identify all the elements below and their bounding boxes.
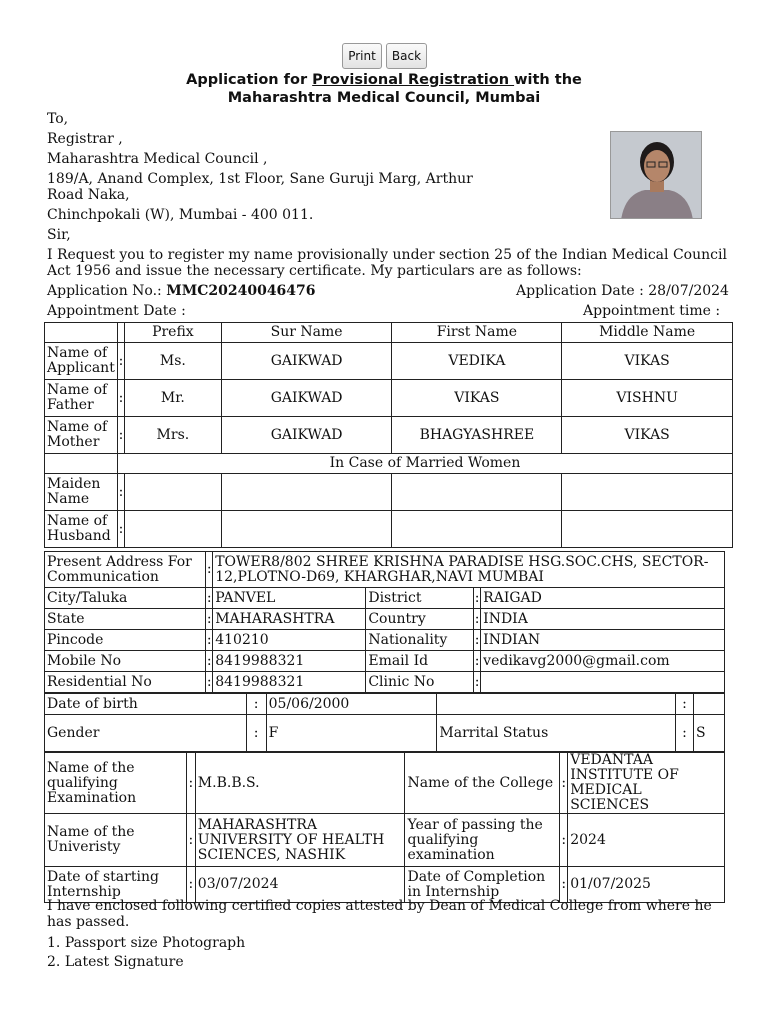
enclosed-text: I have enclosed following certified copies attested by Dean of Medical College from where he has passed. [47,898,712,930]
college-value: VEDANTAA INSTITUTE OF MEDICAL SCIENCES [568,753,725,814]
present-address-row [45,552,725,588]
year-passing-label: Year of passing the qualifying examination [405,814,560,867]
title-underlined: Provisional Registration [312,72,515,88]
label-line: Name of [47,345,108,361]
applicant-photo [610,131,702,219]
colon: : [206,588,213,609]
city-value: PANVEL [213,588,366,609]
names-table [44,322,733,548]
husband-first-name [392,511,562,548]
internship-complete-value: 01/07/2025 [568,867,725,903]
internship-start-value: 03/07/2024 [195,867,405,903]
page-subtitle: Maharashtra Medical Council, Mumbai [227,90,541,106]
maiden-surname [221,474,392,511]
colon: : [560,814,568,867]
mother-middle-name: VIKAS [562,417,733,454]
mother-label [45,417,118,454]
enclosure-number: 2. [47,954,61,970]
label-line: Present Address For [47,553,192,570]
maiden-row [45,474,733,511]
mother-surname: GAIKWAD [221,417,392,454]
appointment-time: Appointment time : [583,303,721,319]
colon: : [186,867,195,903]
present-address-value: TOWER8/802 SHREE KRISHNA PARADISE HSG.SOC.CHS, SECTOR-12,PLOTNO-D69, KHARGHAR,NAVI MUMBAI [213,552,725,588]
label-line: Father [47,397,94,413]
husband-middle-name [562,511,733,548]
label-line: Communication [47,568,159,585]
colon: : [474,630,481,651]
gender-label: Gender [45,715,247,752]
colon: : [474,672,481,693]
address-line-1: 189/A, Anand Complex, 1st Floor, Sane Guruji Marg, Arthur [47,171,473,187]
mother-first-name: BHAGYASHREE [392,417,562,454]
to-line: To, [47,111,69,127]
father-middle-name: VISHNU [562,380,733,417]
husband-row [45,511,733,548]
colon: : [117,380,124,417]
label-line: Name [47,491,90,507]
label-line: Applicant [47,360,115,376]
year-passing-value: 2024 [568,814,725,867]
married-heading-row [45,454,733,474]
label-line: Maiden [47,476,101,492]
colon: : [206,552,213,588]
university-row [45,814,725,867]
marital-value: S [693,715,724,752]
enclosure-text: Latest Signature [64,954,184,970]
present-address-label [45,552,206,588]
title-part: Application for [186,72,313,88]
application-no-label: Application No.: [47,283,162,299]
colon: : [186,814,195,867]
married-blank [45,454,118,474]
header-surname: Sur Name [221,323,392,343]
gender-row [45,715,725,752]
father-row [45,380,733,417]
enclosure-text: Passport size Photograph [64,935,246,951]
pincode-row [45,630,725,651]
maiden-prefix [124,474,221,511]
father-prefix: Mr. [124,380,221,417]
mobile-label: Mobile No [45,651,206,672]
applicant-middle-name: VIKAS [562,343,733,380]
state-label: State [45,609,206,630]
enclosure-number: 1. [47,935,61,951]
colon: : [117,417,124,454]
colon: : [186,753,195,814]
dob-label: Date of birth [45,694,247,715]
gender-value: F [266,715,437,752]
label-line: Name of [47,513,108,529]
colon: : [206,630,213,651]
personal-table [44,693,725,752]
header-first-name: First Name [392,323,562,343]
email-label: Email Id [366,651,474,672]
header-blank-colon [117,323,124,343]
pincode-value: 410210 [213,630,366,651]
mobile-value: 8419988321 [213,651,366,672]
label-line: Name of [47,419,108,435]
husband-surname [221,511,392,548]
father-first-name: VIKAS [392,380,562,417]
applicant-label [45,343,118,380]
colon: : [117,343,124,380]
person-photo-icon [611,132,702,219]
district-value: RAIGAD [481,588,725,609]
city-row [45,588,725,609]
colon: : [676,715,694,752]
colon: : [206,672,213,693]
education-table [44,752,725,903]
colon: : [117,511,124,548]
header-blank [45,323,118,343]
applicant-prefix: Ms. [124,343,221,380]
salutation: Sir, [47,227,71,243]
print-button[interactable]: Print [342,43,382,69]
district-label: District [366,588,474,609]
back-button[interactable]: Back [386,43,427,69]
colon: : [206,609,213,630]
colon: : [206,651,213,672]
applicant-surname: GAIKWAD [221,343,392,380]
request-text-line-1: I Request you to register my name provisionally under section 25 of the Indian Medical Council [47,247,727,263]
mobile-row [45,651,725,672]
dob-blank-value [693,694,724,715]
registrar-line: Registrar , [47,131,123,147]
husband-prefix [124,511,221,548]
enclosure-item [47,935,245,951]
address-line-2: Road Naka, [47,187,130,203]
address-table [44,551,725,693]
city-label: City/Taluka [45,588,206,609]
colon: : [560,867,568,903]
father-label [45,380,118,417]
application-no [47,283,316,299]
label-line: Husband [47,528,111,544]
applicant-row [45,343,733,380]
page-title [0,71,768,89]
clinic-value [481,672,725,693]
qualification-row [45,753,725,814]
colon: : [676,694,694,715]
label-line: Name of [47,382,108,398]
dob-row [45,694,725,715]
country-label: Country [366,609,474,630]
dob-blank [437,694,676,715]
enclosure-item [47,954,184,970]
colon: : [246,694,266,715]
application-no-value: MMC20240046476 [166,283,316,299]
colon: : [474,588,481,609]
nationality-value: INDIAN [481,630,725,651]
dob-value: 05/06/2000 [266,694,437,715]
husband-label [45,511,118,548]
colon: : [474,609,481,630]
country-value: INDIA [481,609,725,630]
email-value: vedikavg2000@gmail.com [481,651,725,672]
title-part-end: with the [514,72,582,88]
clinic-label: Clinic No [366,672,474,693]
university-label: Name of the Univeristy [45,814,187,867]
names-header-row [45,323,733,343]
appointment-date: Appointment Date : [47,303,186,319]
residential-value: 8419988321 [213,672,366,693]
mother-prefix: Mrs. [124,417,221,454]
college-label: Name of the College [405,753,560,814]
maiden-first-name [392,474,562,511]
application-date: Application Date : 28/07/2024 [516,283,729,299]
state-row [45,609,725,630]
nationality-label: Nationality [366,630,474,651]
internship-start-label: Date of starting Internship [45,867,187,903]
qualification-label: Name of the qualifying Examination [45,753,187,814]
colon: : [246,715,266,752]
applicant-first-name: VEDIKA [392,343,562,380]
colon: : [560,753,568,814]
request-text-line-2: Act 1956 and issue the necessary certificate. My particulars are as follows: [47,263,582,279]
marital-label: Marrital Status [437,715,676,752]
header-prefix: Prefix [124,323,221,343]
university-value: MAHARASHTRA UNIVERSITY OF HEALTH SCIENCES, NASHIK [195,814,405,867]
header-middle-name: Middle Name [562,323,733,343]
maiden-middle-name [562,474,733,511]
residential-label: Residential No [45,672,206,693]
married-heading: In Case of Married Women [117,454,732,474]
council-line: Maharashtra Medical Council , [47,151,268,167]
colon: : [474,651,481,672]
label-line: Mother [47,434,100,450]
mother-row [45,417,733,454]
internship-complete-label: Date of Completion in Internship [405,867,560,903]
state-value: MAHARASHTRA [213,609,366,630]
pincode-label: Pincode [45,630,206,651]
qualification-value: M.B.B.S. [195,753,405,814]
maiden-label [45,474,118,511]
address-line-3: Chinchpokali (W), Mumbai - 400 011. [47,207,314,223]
father-surname: GAIKWAD [221,380,392,417]
colon: : [117,474,124,511]
residential-row [45,672,725,693]
